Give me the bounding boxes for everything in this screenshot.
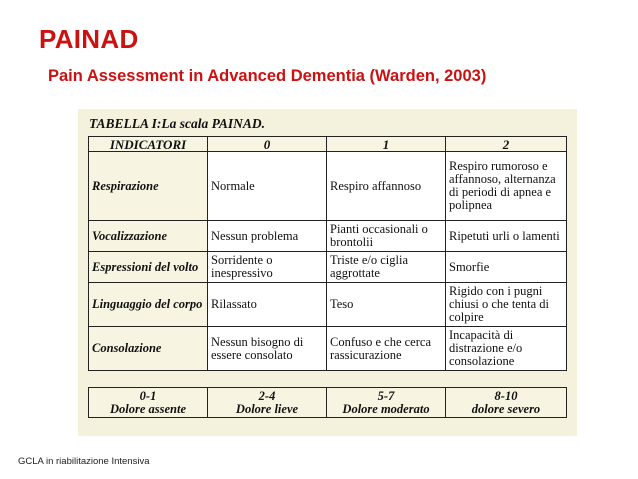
slide-title: PAINAD xyxy=(39,24,139,54)
table-row xyxy=(89,221,567,252)
header-score-2: 2 xyxy=(446,137,567,152)
table-cell: Respiro rumoroso e affannoso, alternanza di periodi di apnea e polipnea xyxy=(446,152,567,221)
table-cell: Respiro affannoso xyxy=(327,152,446,221)
score-range-label: Dolore assente xyxy=(109,401,187,416)
table-cell: Smorfie xyxy=(446,252,567,283)
table-cell: Sorridente o inespressivo xyxy=(208,252,327,283)
header-score-1: 1 xyxy=(327,137,446,152)
table-cell: Nessun bisogno di essere consolato xyxy=(208,327,327,371)
score-range-label: Dolore moderato xyxy=(342,401,430,416)
table-cell: Normale xyxy=(208,152,327,221)
table-cell: Ripetuti urli o lamenti xyxy=(446,221,567,252)
table-cell: Nessun problema xyxy=(208,221,327,252)
indicator-espressioni-del-volto: Espressioni del volto xyxy=(89,252,208,283)
score-range-cell xyxy=(446,388,567,418)
header-indicatori: INDICATORI xyxy=(89,137,208,152)
score-range-value: 5-7 xyxy=(377,388,395,403)
score-range-value: 0-1 xyxy=(139,388,157,403)
score-range-cell xyxy=(208,388,327,418)
score-range-row xyxy=(89,388,567,418)
score-range-value: 2-4 xyxy=(258,388,276,403)
table-cell: Incapacità di distrazione e/o consolazione xyxy=(446,327,567,371)
indicator-linguaggio-del-corpo: Linguaggio del corpo xyxy=(89,283,208,327)
table-row xyxy=(89,252,567,283)
table-cell: Triste e/o ciglia aggrottate xyxy=(327,252,446,283)
table-cell: Confuso e che cerca rassicurazione xyxy=(327,327,446,371)
table-caption: TABELLA I:La scala PAINAD. xyxy=(89,116,266,131)
table-cell: Rigido con i pugni chiusi o che tenta di colpire xyxy=(446,283,567,327)
slide-footer: GCLA in riabilitazione Intensiva xyxy=(18,456,150,467)
score-range-cell xyxy=(327,388,446,418)
table-header-row xyxy=(89,137,567,152)
painad-table xyxy=(88,136,567,371)
slide-subtitle: Pain Assessment in Advanced Dementia (Warden, 2003) xyxy=(48,67,487,85)
score-range-label: Dolore lieve xyxy=(235,401,299,416)
score-range-label: dolore severo xyxy=(471,401,541,416)
header-score-0: 0 xyxy=(208,137,327,152)
table-cell: Rilassato xyxy=(208,283,327,327)
table-cell: Teso xyxy=(327,283,446,327)
table-cell: Pianti occasionali o brontolii xyxy=(327,221,446,252)
score-range-value: 8-10 xyxy=(494,388,518,403)
table-row xyxy=(89,152,567,221)
table-row xyxy=(89,283,567,327)
score-range-cell xyxy=(89,388,208,418)
indicator-consolazione: Consolazione xyxy=(89,327,208,371)
table-row xyxy=(89,327,567,371)
score-range-table xyxy=(88,387,567,418)
indicator-respirazione: Respirazione xyxy=(89,152,208,221)
indicator-vocalizzazione: Vocalizzazione xyxy=(89,221,208,252)
